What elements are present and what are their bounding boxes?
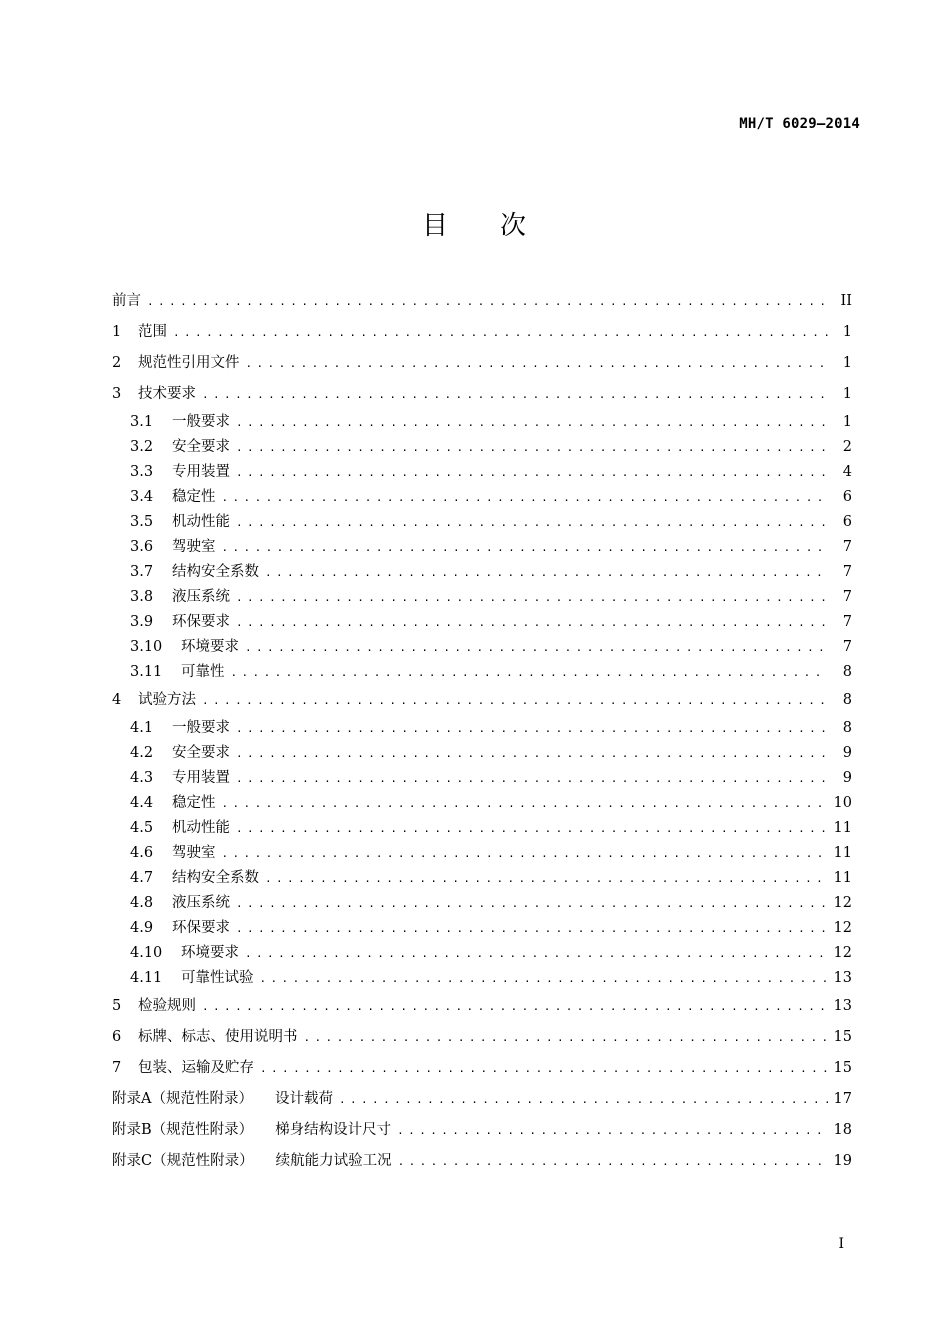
toc-leader-dots [339,1084,828,1115]
toc-entry-label: 规范性引用文件 [138,355,240,371]
toc-entry[interactable] [112,766,852,791]
toc-entry-page: 17 [833,1091,852,1107]
toc-entry-label: 环保要求 [172,614,230,630]
toc-entry-page: 7 [842,564,852,580]
toc-leader-dots [202,685,828,716]
toc-entry-label: 安全要求 [172,439,230,455]
toc-entry[interactable] [112,560,852,585]
toc-entry-page: 15 [833,1029,852,1045]
toc-entry-page: 8 [842,664,852,680]
toc-entry-number: 3.7 [130,564,154,580]
toc-leader-dots [236,585,828,610]
toc-entry-label: 驾驶室 [172,845,216,861]
toc-entry-page: 1 [842,414,852,430]
toc-entry-page: 1 [842,324,852,340]
toc-entry-label: 液压系统 [172,589,230,605]
toc-leader-dots [222,485,829,510]
toc-annex-label: 附录C（规范性附录） [112,1153,254,1169]
toc-entry[interactable] [112,1146,852,1177]
toc-entry-label: 可靠性试验 [181,970,254,986]
toc-entry-number: 4.10 [130,945,163,961]
toc-entry[interactable] [112,286,852,317]
toc-entry[interactable] [112,741,852,766]
toc-leader-dots [236,460,828,485]
toc-entry[interactable] [112,866,852,891]
toc-leader-dots [236,716,828,741]
toc-entry-label: 设计载荷 [274,1091,333,1107]
toc-entry[interactable] [112,966,852,991]
toc-leader-dots [236,435,828,460]
toc-entry-page: 8 [842,720,852,736]
toc-entry-number: 4.2 [130,745,154,761]
toc-entry-page: 1 [842,386,852,402]
toc-entry[interactable] [112,410,852,435]
toc-entry-number: 4.4 [130,795,154,811]
toc-entry[interactable] [112,685,852,716]
toc-entry-number: 4.3 [130,770,154,786]
toc-entry-page: 6 [842,489,852,505]
toc-entry-label: 一般要求 [172,414,230,430]
toc-entry-label: 范围 [138,324,167,340]
toc-entry-page: 9 [842,745,852,761]
toc-entry-page: 12 [833,895,852,911]
toc-entry-label: 可靠性 [181,664,225,680]
toc-entry-label: 梯身结构设计尺寸 [275,1122,392,1138]
toc-entry[interactable] [112,716,852,741]
toc-entry-label: 包装、运输及贮存 [138,1060,254,1076]
toc-entry[interactable] [112,460,852,485]
toc-entry-number: 3.9 [130,614,154,630]
toc-entry-number: 4.8 [130,895,154,911]
toc-entry-number: 3.1 [130,414,154,430]
toc-entry-label: 环境要求 [181,639,239,655]
toc-entry-label: 机动性能 [172,514,230,530]
toc-entry-page: 8 [842,692,852,708]
toc-entry-page: 15 [833,1060,852,1076]
toc-annex-label: 附录A（规范性附录） [112,1091,253,1107]
toc-entry-number: 3.3 [130,464,154,480]
toc-entry[interactable] [112,317,852,348]
toc-leader-dots [236,891,828,916]
toc-entry[interactable] [112,1053,852,1084]
toc-entry-label: 结构安全系数 [172,870,259,886]
toc-entry-number: 6 [112,1029,122,1045]
toc-entry-number: 4.1 [130,720,154,736]
toc-entry-page: 18 [833,1122,852,1138]
toc-entry[interactable] [112,941,852,966]
toc-entry[interactable] [112,485,852,510]
toc-entry[interactable] [112,1115,852,1146]
toc-entry[interactable] [112,791,852,816]
toc-entry[interactable] [112,660,852,685]
toc-entry[interactable] [112,510,852,535]
footer-page-number: I [838,1236,844,1252]
toc-leader-dots [265,866,828,891]
toc-entry-page: 13 [833,970,852,986]
toc-entry-number: 3 [112,386,122,402]
toc-entry-number: 5 [112,998,122,1014]
toc-entry-label: 环境要求 [181,945,239,961]
toc-entry[interactable] [112,816,852,841]
toc-entry-label: 环保要求 [172,920,230,936]
toc-leader-dots [236,410,828,435]
toc-entry-page: 6 [842,514,852,530]
toc-entry-label: 技术要求 [138,386,196,402]
toc-leader-dots [202,379,828,410]
toc-entry-label: 续航能力试验工况 [275,1153,392,1169]
toc-leader-dots [236,741,828,766]
toc-entry-page: 1 [842,355,852,371]
toc-leader-dots [236,816,828,841]
toc-leader-dots [246,348,829,379]
toc-leader-dots [398,1146,828,1177]
title-part-1: 目 [421,211,450,241]
toc-entry-label: 标牌、标志、使用说明书 [138,1029,298,1045]
toc-entry-label: 稳定性 [172,795,216,811]
toc-entry-page: II [840,293,852,309]
toc-entry-page: 11 [833,845,852,861]
toc-leader-dots [236,510,828,535]
toc-entry-label: 专用装置 [172,464,230,480]
toc-entry-number: 4.11 [130,970,163,986]
toc-entry-number: 3.10 [130,639,163,655]
toc-entry-number: 4.6 [130,845,154,861]
toc-entry-label: 一般要求 [172,720,230,736]
toc-leader-dots [397,1115,827,1146]
toc-leader-dots [173,317,828,348]
toc-entry-number: 3.11 [130,664,163,680]
document-code: MH/T 6029—2014 [739,116,860,132]
toc-entry-page: 12 [833,920,852,936]
toc-entry-number: 4.5 [130,820,154,836]
toc-entry-label: 稳定性 [172,489,216,505]
toc-entry-number: 3.4 [130,489,154,505]
toc-entry[interactable] [112,1022,852,1053]
toc-entry-label: 安全要求 [172,745,230,761]
toc-entry-page: 4 [842,464,852,480]
toc-leader-dots [202,991,828,1022]
toc-entry-number: 3.6 [130,539,154,555]
toc-leader-dots [245,635,828,660]
toc-entry[interactable] [112,585,852,610]
toc-entry-label: 检验规则 [138,998,196,1014]
toc-entry-label: 前言 [112,293,141,309]
toc-entry-number: 7 [112,1060,122,1076]
toc-entry-page: 10 [833,795,852,811]
toc-leader-dots [304,1022,828,1053]
toc-entry-label: 专用装置 [172,770,230,786]
toc-entry-number: 3.5 [130,514,154,530]
toc-leader-dots [222,841,828,866]
toc-entry[interactable] [112,891,852,916]
page-title [0,205,950,242]
toc-entry-label: 液压系统 [172,895,230,911]
toc-entry-page: 9 [842,770,852,786]
toc-entry-number: 4.9 [130,920,154,936]
toc-entry-page: 7 [842,639,852,655]
toc-entry-page: 13 [833,998,852,1014]
toc-entry[interactable] [112,635,852,660]
title-part-2: 次 [500,211,529,241]
toc-leader-dots [236,916,828,941]
toc-leader-dots [260,1053,828,1084]
toc-entry-number: 4 [112,692,122,708]
toc-entry[interactable] [112,435,852,460]
toc-entry[interactable] [112,916,852,941]
toc-entry-number: 3.8 [130,589,154,605]
toc-entry-number: 2 [112,355,122,371]
toc-entry-page: 7 [842,614,852,630]
toc-entry-page: 12 [833,945,852,961]
toc-entry-label: 试验方法 [138,692,196,708]
toc-entry[interactable] [112,348,852,379]
toc-entry[interactable] [112,841,852,866]
toc-entry-page: 7 [842,589,852,605]
toc-leader-dots [236,610,828,635]
toc-leader-dots [245,941,828,966]
toc-entry-label: 驾驶室 [172,539,216,555]
toc-entry-page: 19 [833,1153,852,1169]
toc-annex-label: 附录B（规范性附录） [112,1122,254,1138]
toc-leader-dots [222,535,829,560]
toc-leader-dots [260,966,828,991]
toc-leader-dots [231,660,829,685]
toc-leader-dots [222,791,828,816]
toc-entry-number: 1 [112,324,122,340]
toc-entry-label: 机动性能 [172,820,230,836]
toc-entry-number: 4.7 [130,870,154,886]
toc-entry[interactable] [112,379,852,410]
toc-entry[interactable] [112,535,852,560]
toc-leader-dots [147,286,828,317]
toc-leader-dots [236,766,828,791]
table-of-contents [112,286,852,1177]
toc-entry-page: 11 [833,820,852,836]
toc-entry-page: 2 [842,439,852,455]
toc-entry[interactable] [112,991,852,1022]
toc-leader-dots [265,560,828,585]
toc-entry-number: 3.2 [130,439,154,455]
toc-entry-page: 11 [833,870,852,886]
toc-entry-label: 结构安全系数 [172,564,259,580]
toc-entry-page: 7 [842,539,852,555]
toc-entry[interactable] [112,1084,852,1115]
toc-entry[interactable] [112,610,852,635]
